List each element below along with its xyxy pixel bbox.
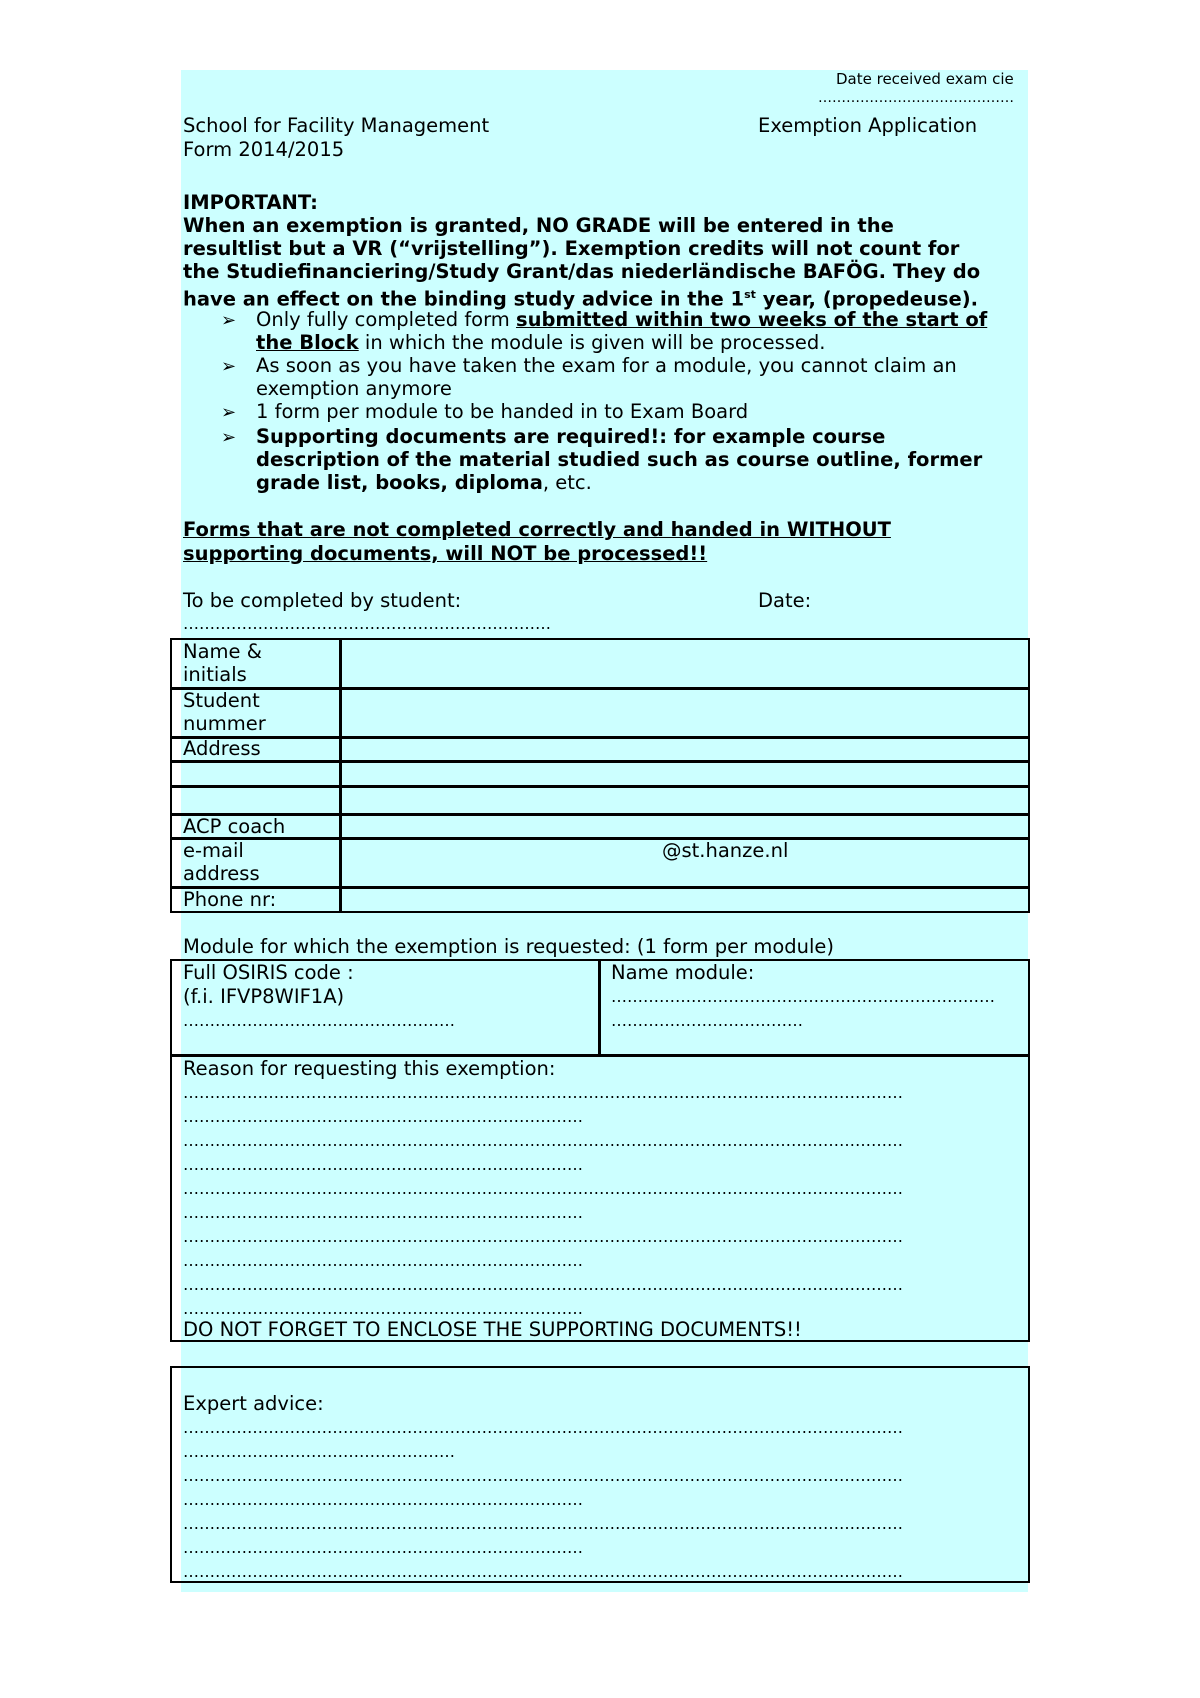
school-name: School for Facility Management	[183, 114, 490, 137]
acp-coach-field[interactable]	[342, 816, 1028, 837]
bullet-arrow-icon: ➢	[221, 402, 237, 423]
phone-field[interactable]	[342, 889, 1028, 911]
reason-line[interactable]: …………………………………………………………………	[183, 1155, 583, 1174]
reason-footer: DO NOT FORGET TO ENCLOSE THE SUPPORTING DOCUMENTS!!	[183, 1318, 802, 1341]
row-label-name-2: initials	[183, 663, 247, 686]
important-line-4a: have an effect on the binding study advice in the 1	[183, 287, 745, 311]
important-line-4b: year, (propedeuse).	[755, 287, 979, 311]
bullet-1-line-2	[256, 331, 826, 355]
date-received-dots: ……………………………………	[818, 90, 1014, 106]
reason-label: Reason for requesting this exemption:	[183, 1057, 556, 1080]
name-field[interactable]	[342, 641, 1028, 687]
bullet-1-rest: in which the module is given will be processed.	[358, 331, 826, 354]
osiris-code-field[interactable]: ……………………………………………	[183, 1011, 455, 1030]
expert-line[interactable]: ………………………………………………………………………………………………………………………	[183, 1514, 903, 1533]
module-intro: Module for which the exemption is requested: (1 form per module)	[183, 935, 835, 958]
expert-line[interactable]: …………………………………………………………………	[183, 1490, 583, 1509]
row-label-student: Student	[183, 689, 260, 712]
date-label: Date:	[758, 589, 812, 612]
student-section-label: To be completed by student:	[183, 589, 462, 612]
bullet-1-underlined: submitted within two weeks of the start of	[515, 308, 988, 331]
reason-line[interactable]: ………………………………………………………………………………………………………………………	[183, 1227, 903, 1246]
row-label-name: Name &	[183, 640, 262, 663]
bullet-2-line-2: exemption anymore	[256, 377, 452, 400]
bullet-4-line-1: Supporting documents are required!: for example course	[256, 425, 886, 448]
row-label-address: Address	[183, 737, 261, 760]
important-line-2: resultlist but a VR (“vrijstelling”). Exemption credits will not count for	[183, 237, 960, 260]
table-row-line	[170, 837, 1030, 840]
expert-line[interactable]: ……………………………………………	[183, 1442, 455, 1461]
bullet-arrow-icon: ➢	[221, 427, 237, 448]
expert-line[interactable]: …………………………………………………………………	[183, 1538, 583, 1557]
bullet-1-block: the Block	[256, 331, 359, 354]
name-module-field[interactable]: ………………………………………………………………	[611, 987, 995, 1006]
row-label-phone: Phone nr:	[183, 888, 277, 911]
bullet-1-line-1	[256, 308, 987, 332]
date-received-label: Date received exam cie	[836, 70, 1014, 88]
bullet-4-line-3	[256, 471, 592, 495]
row-label-email-2: address	[183, 862, 260, 885]
warning-line-1: Forms that are not completed correctly and handed in WITHOUT	[183, 518, 891, 541]
important-sup: st	[744, 288, 756, 301]
reason-line[interactable]: ………………………………………………………………………………………………………………………	[183, 1083, 903, 1102]
bullet-3: 1 form per module to be handed in to Exam Board	[256, 400, 749, 423]
expert-line[interactable]: ………………………………………………………………………………………………………………………	[183, 1466, 903, 1485]
reason-line[interactable]: …………………………………………………………………	[183, 1251, 583, 1270]
bullet-2-line-1: As soon as you have taken the exam for a module, you cannot claim an	[256, 354, 957, 377]
email-domain: @st.hanze.nl	[662, 839, 789, 862]
osiris-label: Full OSIRIS code :	[183, 961, 354, 984]
bullet-arrow-icon: ➢	[221, 356, 237, 377]
row-label-acp: ACP coach	[183, 815, 286, 838]
reason-line[interactable]: …………………………………………………………………	[183, 1107, 583, 1126]
bullet-arrow-icon: ➢	[221, 310, 237, 331]
student-number-field[interactable]	[342, 690, 1028, 736]
bullet-1-plain: Only fully completed form	[256, 308, 516, 331]
form-year: Form 2014/2015	[183, 138, 345, 161]
warning-line-2: supporting documents, will NOT be processed!!	[183, 542, 708, 565]
important-line-1: When an exemption is granted, NO GRADE will be entered in the	[183, 214, 894, 237]
address-field-3[interactable]	[342, 788, 1028, 813]
osiris-example: (f.i. IFVP8WIF1A)	[183, 985, 345, 1008]
bullet-4-line-2: description of the material studied such as course outline, former	[256, 448, 983, 471]
row-label-email: e-mail	[183, 839, 244, 862]
row-label-student-2: nummer	[183, 712, 266, 735]
important-label: IMPORTANT:	[183, 191, 318, 214]
form-title: Exemption Application	[758, 114, 978, 137]
expert-line[interactable]: ………………………………………………………………………………………………………………………	[183, 1418, 903, 1437]
reason-line[interactable]: ………………………………………………………………………………………………………………………	[183, 1131, 903, 1150]
student-dots: ……………………………………………………………	[183, 614, 551, 633]
name-module-label: Name module:	[611, 961, 755, 984]
address-field-1[interactable]	[342, 739, 1028, 760]
module-divider	[598, 959, 601, 1056]
bullet-4-plain: , etc.	[542, 471, 592, 494]
expert-line[interactable]: ………………………………………………………………………………………………………………………	[183, 1562, 903, 1581]
name-module-field-2[interactable]: ………………………………	[611, 1011, 803, 1030]
reason-line[interactable]: …………………………………………………………………	[183, 1299, 583, 1318]
bullet-4-bold: grade list, books, diploma	[256, 471, 543, 494]
important-line-4	[183, 283, 978, 311]
email-field[interactable]	[342, 840, 592, 886]
expert-label: Expert advice:	[183, 1392, 324, 1415]
reason-line[interactable]: …………………………………………………………………	[183, 1203, 583, 1222]
reason-line[interactable]: ………………………………………………………………………………………………………………………	[183, 1275, 903, 1294]
reason-line[interactable]: ………………………………………………………………………………………………………………………	[183, 1179, 903, 1198]
important-line-3: the Studiefinanciering/Study Grant/das niederländische BAFÖG. They do	[183, 260, 981, 283]
address-field-2[interactable]	[342, 763, 1028, 785]
